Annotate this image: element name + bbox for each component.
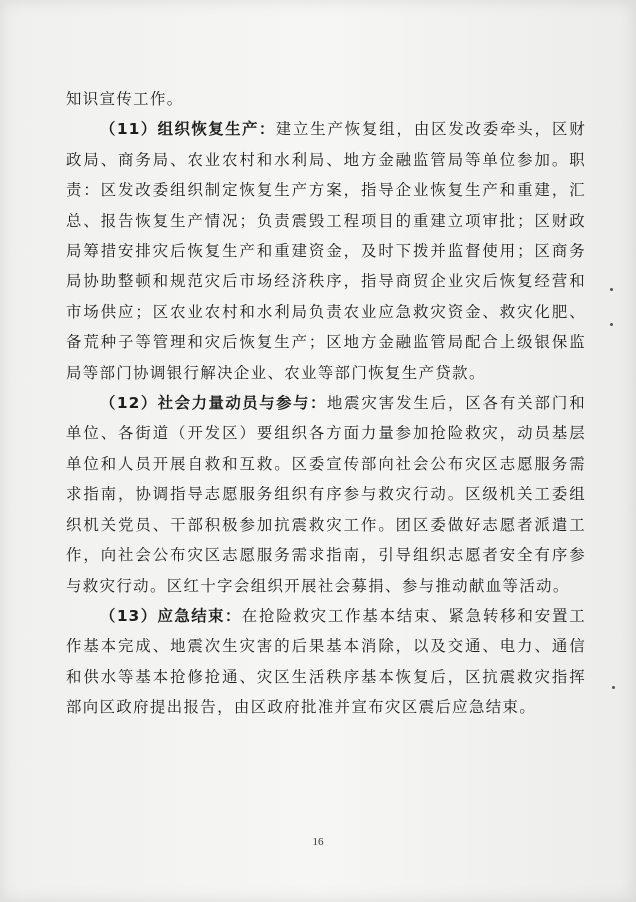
paragraph-12-social-mobilization bbox=[66, 388, 586, 601]
document-body bbox=[66, 84, 586, 723]
page-number: 16 bbox=[312, 836, 324, 848]
paragraph-11-organize-recovery bbox=[66, 114, 586, 388]
section-heading: （11）组织恢复生产： bbox=[100, 120, 276, 139]
paragraph-13-emergency-end bbox=[66, 601, 586, 723]
paragraph-text: 建立生产恢复组，由区发改委牵头，区财政局、商务局、农业农村和水利局、地方金融监管局等单位参加。职责：区发改委组织制定恢复生产方案，指导企业恢复生产和重建，汇总、报告恢复生产情况；负责震毁工程项目的重建立项审批；区财政局筹措安排灾后恢复生产和重建资金，及时下拨并监督使用；区商务局协助整顿和规范灾后市场经济秩序，指导商贸企业灾后恢复经营和市场供应；区农业农村和水利局负责农业应急救灾资金、救灾化肥、备荒种子等管理和灾后恢复生产；区地方金融监管局配合上级银保监局等部门协调银行解决企业、农业等部门恢复生产贷款。 bbox=[66, 120, 586, 382]
section-heading: （13）应急结束： bbox=[100, 606, 242, 625]
paragraph-text: 在抢险救灾工作基本结束、紧急转移和安置工作基本完成、地震次生灾害的后果基本消除，以及交通、电力、通信和供水等基本抢修抢通、灾区生活秩序基本恢复后，区抗震救灾指挥部向区政府提出报告，由区政府批准并宣布灾区震后应急结束。 bbox=[66, 606, 586, 717]
binding-hole-mark bbox=[612, 686, 615, 689]
section-heading: （12）社会力量动员与参与： bbox=[100, 394, 327, 413]
binding-hole-mark bbox=[610, 288, 613, 291]
paragraph-continuation bbox=[66, 84, 586, 114]
paragraph-text: 知识宣传工作。 bbox=[66, 90, 184, 108]
paragraph-text: 地震灾害发生后，区各有关部门和单位、各街道（开发区）要组织各方面力量参加抢险救灾，动员基层单位和人员开展自救和互救。区委宣传部向社会公布灾区志愿服务需求指南，协调指导志愿服务组织有序参与救灾行动。区级机关工委组织机关党员、干部积极参加抗震救灾工作。团区委做好志愿者派遣工作，向社会公布灾区志愿服务需求指南，引导组织志愿者安全有序参与救灾行动。区红十字会组织开展社会募捐、参与推动献血等活动。 bbox=[66, 394, 586, 595]
binding-hole-mark bbox=[610, 323, 613, 326]
